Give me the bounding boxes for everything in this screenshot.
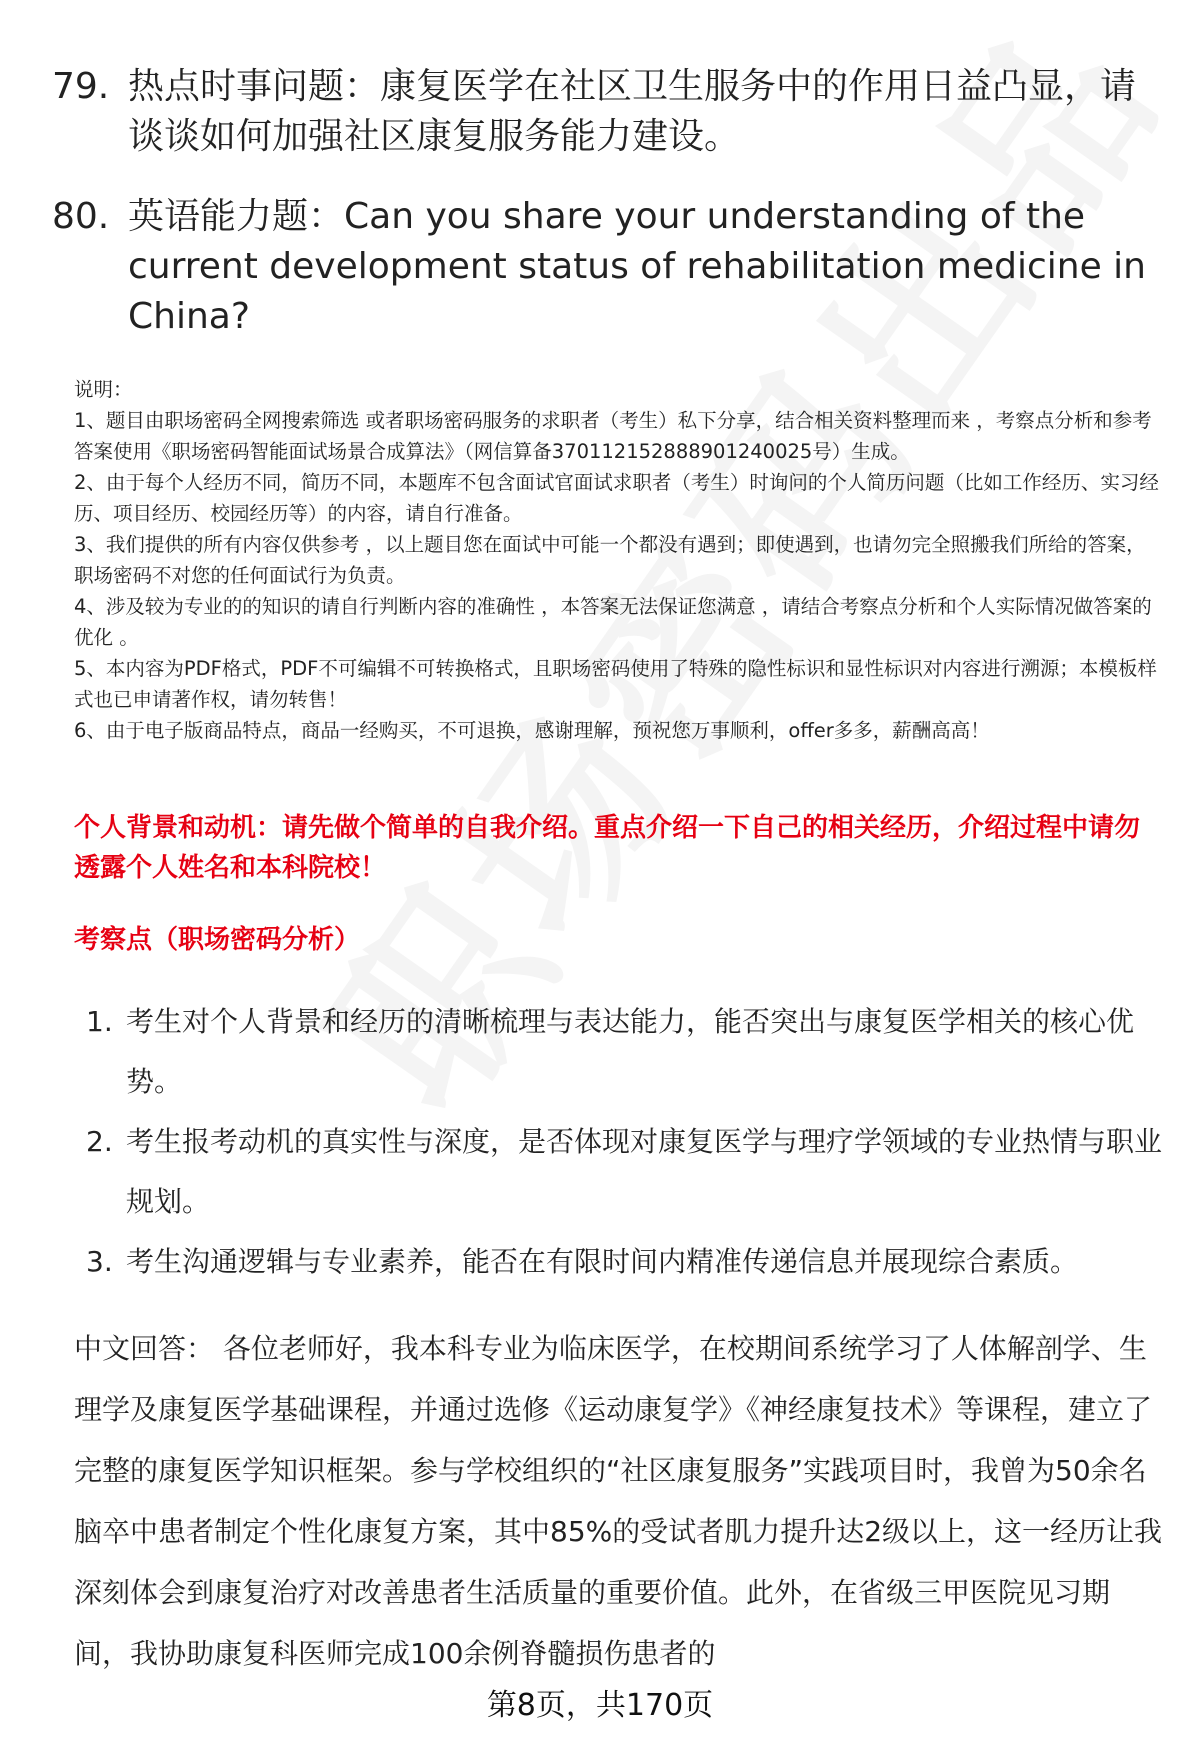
note-item: 4、涉及较为专业的的知识的请自行判断内容的准确性 ，本答案无法保证您满意 ，请结合考察点分析和个人实际情况做答案的优化 。: [74, 595, 1152, 649]
question-79: [52, 62, 1162, 162]
analysis-heading: 考察点（职场密码分析）: [74, 925, 361, 955]
question-80: [52, 192, 1162, 342]
analysis-point: [74, 992, 1164, 1112]
note-item: 6、由于电子版商品特点，商品一经购买，不可退换，感谢理解，预祝您万事顺利，offer多多，薪酬高高！: [74, 719, 990, 742]
question-text: 热点时事问题：康复医学在社区卫生服务中的作用日益凸显，请谈谈如何加强社区康复服务能力建设。: [128, 66, 1137, 157]
question-number: 80.: [52, 196, 110, 237]
point-number: 2.: [86, 1125, 113, 1158]
page-footer: 第8页，共170页: [486, 1688, 714, 1723]
notes-title: 说明：: [74, 378, 133, 401]
analysis-points: [74, 992, 1164, 1292]
analysis-point: [74, 1232, 1164, 1292]
point-number: 1.: [86, 1005, 113, 1038]
question-text: 英语能力题：Can you share your understanding of the current development status of rehabilitation medicine in China?: [128, 196, 1147, 337]
note-item: 2、由于每个人经历不同，简历不同，本题库不包含面试官面试求职者（考生）时询问的个人简历问题（比如工作经历、实习经历、项目经历、校园经历等）的内容，请自行准备。: [74, 471, 1159, 525]
point-number: 3.: [86, 1245, 113, 1278]
question-number: 79.: [52, 66, 110, 107]
background-question: 个人背景和动机：请先做个简单的自我介绍。重点介绍一下自己的相关经历，介绍过程中请勿透露个人姓名和本科院校！: [74, 813, 1141, 883]
note-item: 5、本内容为PDF格式，PDF不可编辑不可转换格式，且职场密码使用了特殊的隐性标识和显性标识对内容进行溯源；本模板样式也已申请著作权，请勿转售！: [74, 657, 1157, 711]
answer-paragraph: 中文回答： 各位老师好，我本科专业为临床医学，在校期间系统学习了人体解剖学、生理学及康复医学基础课程，并通过选修《运动康复学》《神经康复技术》等课程，建立了完整的康复医学知识框架。参与学校组织的“社区康复服务”实践项目时，我曾为50余名脑卒中患者制定个性化康复方案，其中85%的受试者肌力提升达2级以上，这一经历让我深刻体会到康复治疗对改善患者生活质量的重要价值。此外，在省级三甲医院见习期间，我协助康复科医师完成100余例脊髓损伤患者的: [74, 1332, 1163, 1670]
analysis-point: [74, 1112, 1164, 1232]
note-item: 1、题目由职场密码全网搜索筛选 或者职场密码服务的求职者（考生）私下分享，结合相关资料整理而来 ，考察点分析和参考答案使用《职场密码智能面试场景合成算法》（网信算备370112152888901240025号）生成。: [74, 409, 1152, 463]
note-item: 3、我们提供的所有内容仅供参考 ，以上题目您在面试中可能一个都没有遇到；即使遇到，也请勿完全照搬我们所给的答案，职场密码不对您的任何面试行为负责。: [74, 533, 1146, 587]
notes-section: [74, 374, 1160, 746]
point-text: 考生沟通逻辑与专业素养，能否在有限时间内精准传递信息并展现综合素质。: [126, 1245, 1079, 1278]
point-text: 考生报考动机的真实性与深度，是否体现对康复医学与理疗学领域的专业热情与职业规划。: [126, 1125, 1163, 1218]
point-text: 考生对个人背景和经历的清晰梳理与表达能力，能否突出与康复医学相关的核心优势。: [126, 1005, 1135, 1098]
